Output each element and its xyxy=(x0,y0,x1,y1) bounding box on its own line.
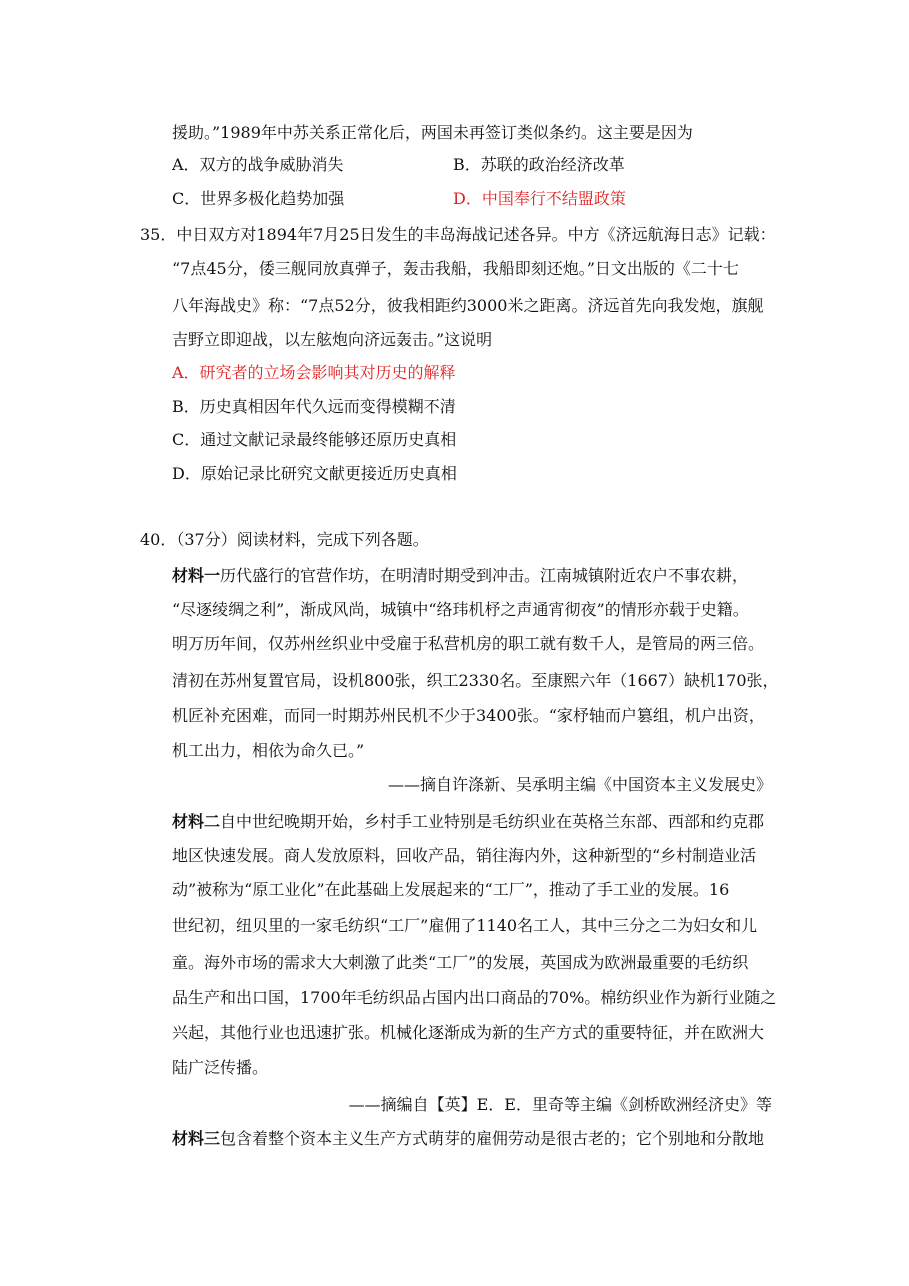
q35-stem-line-3: 八年海战史》称：“7点52分，彼我相距约3000米之距离。济远首先向我发炮，旗舰 xyxy=(172,296,764,315)
material-2-source: ——摘编自【英】E．E．里奇等主编《剑桥欧洲经济史》等 xyxy=(348,1095,772,1114)
material-1-line-4: 清初在苏州复置官局，设机800张，织工2330名。至康熙六年（1667）缺机170张， xyxy=(172,671,779,690)
material-1-line-1: 材料一历代盛行的官营作坊，在明清时期受到冲击。江南城镇附近农户不事农耕， xyxy=(172,566,749,585)
q35-stem-line-2: “7点45分，倭三舰同放真弹子，轰击我船，我船即刻还炮。”日文出版的《二十七 xyxy=(172,259,739,278)
q34-option-b: B．苏联的政治经济改革 xyxy=(453,155,625,174)
q35-option-b: B．历史真相因年代久远而变得模糊不清 xyxy=(172,397,456,416)
material-2-line-1: 材料二自中世纪晚期开始，乡村手工业特别是毛纺织业在英格兰东部、西部和约克郡 xyxy=(172,812,765,831)
q35-stem-line-1: 35．中日双方对1894年7月25日发生的丰岛海战记述各异。中方《济远航海日志》记载： xyxy=(140,225,776,244)
q35-option-d: D．原始记录比研究文献更接近历史真相 xyxy=(172,464,457,483)
q34-option-d-answer: D．中国奉行不结盟政策 xyxy=(453,189,626,208)
material-1-line-6: 机工出力，相依为命久已。” xyxy=(172,741,365,760)
material-2-line-3: 动”被称为“原工业化”在此基础上发展起来的“工厂”，推动了手工业的发展。16 xyxy=(172,880,730,899)
q40-heading: 40．（37分）阅读材料，完成下列各题。 xyxy=(140,530,429,549)
q35-option-c: C．通过文献记录最终能够还原历史真相 xyxy=(172,430,457,449)
material-3-line-1: 材料三包含着整个资本主义生产方式萌芽的雇佣劳动是很古老的；它个别地和分散地 xyxy=(172,1129,765,1148)
material-2-line-7: 兴起，其他行业也迅速扩张。机械化逐渐成为新的生产方式的重要特征，并在欧洲大 xyxy=(172,1023,765,1042)
material-2-label: 材料二 xyxy=(172,812,221,831)
material-2-line-4: 世纪初，纽贝里的一家毛纺织“工厂”雇佣了1140名工人，其中三分之二为妇女和儿 xyxy=(172,916,758,935)
q35-stem-line-4: 吉野立即迎战，以左舷炮向济远轰击。”这说明 xyxy=(172,330,493,349)
material-1-line-3: 明万历年间，仅苏州丝织业中受雇于私营机房的职工就有数千人，是管局的两三倍。 xyxy=(172,634,765,653)
material-2-line-2: 地区快速发展。商人发放原料，回收产品，销往海内外，这种新型的“乡村制造业活 xyxy=(172,846,757,865)
material-3-label: 材料三 xyxy=(172,1129,221,1148)
q34-option-c: C．世界多极化趋势加强 xyxy=(172,189,345,208)
material-1-label: 材料一 xyxy=(172,566,221,585)
q35-option-a-answer: A．研究者的立场会影响其对历史的解释 xyxy=(172,363,456,382)
material-2-line-5: 童。海外市场的需求大大刺激了此类“工厂”的发展，英国成为欧洲最重要的毛纺织 xyxy=(172,953,749,972)
material-1-source: ——摘自许涤新、吴承明主编《中国资本主义发展史》 xyxy=(387,775,772,794)
material-1-line-2: “尽逐绫绸之利”，渐成风尚，城镇中“络玮机杼之声通宵彻夜”的情形亦载于史籍。 xyxy=(172,600,749,619)
q34-option-a: A．双方的战争威胁消失 xyxy=(172,155,344,174)
material-2-line-8: 陆广泛传播。 xyxy=(172,1058,269,1077)
q34-continuation: 援助。”1989年中苏关系正常化后，两国未再签订类似条约。这主要是因为 xyxy=(172,123,693,142)
material-2-line-6: 品生产和出口国，1700年毛纺织品占国内出口商品的70%。棉纺织业作为新行业随之 xyxy=(172,988,777,1007)
material-1-line-5: 机匠补充困难，而同一时期苏州民机不少于3400张。“家杼轴而户篡组，机户出资， xyxy=(172,706,765,725)
